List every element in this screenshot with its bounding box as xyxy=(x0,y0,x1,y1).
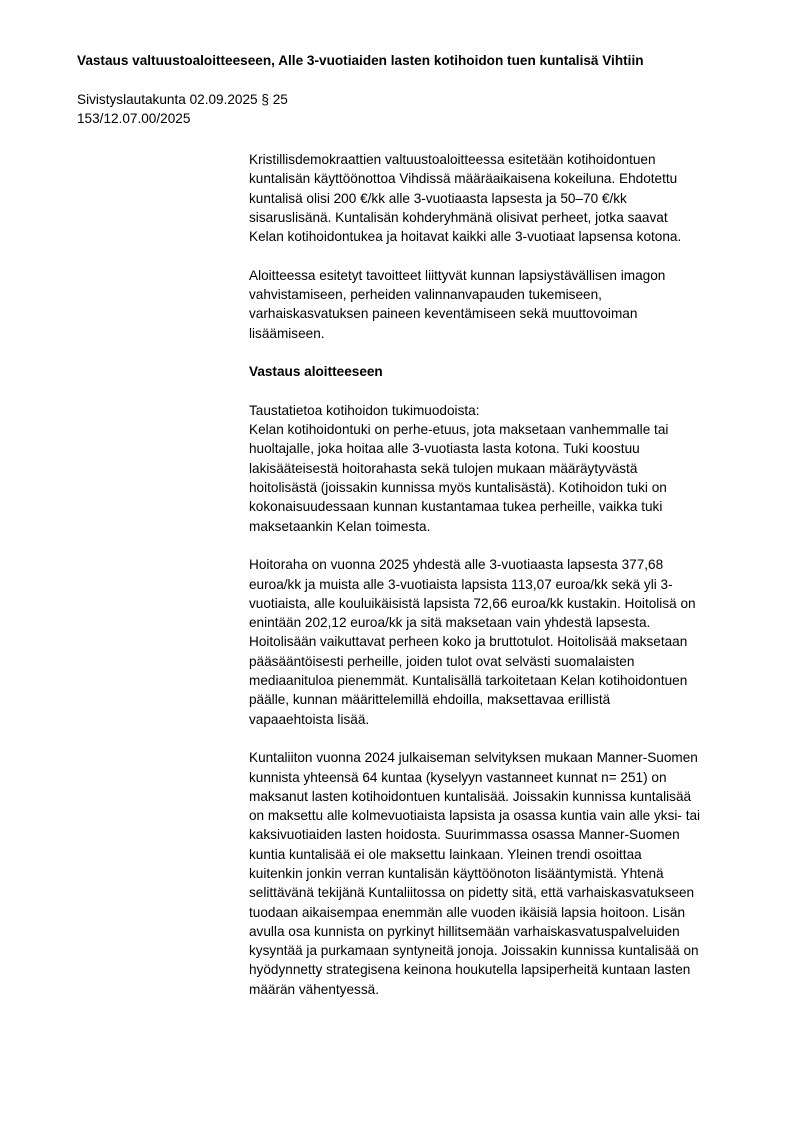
text-line: maksanut lasten kotihoidontuen kuntalisää. Joissakin kunnissa kuntalisää xyxy=(249,788,692,804)
paragraph-initiative-summary xyxy=(249,150,739,246)
text-line: Kelan kotihoidontuki on perhe-etuus, jota maksetaan vanhemmalle tai xyxy=(249,422,669,438)
paragraph-background xyxy=(249,401,739,536)
text-line: lisäämiseen. xyxy=(249,325,325,341)
text-line: vahvistamiseen, perheiden valinnanvapauden tukemiseen, xyxy=(249,287,602,303)
text-line: Aloitteessa esitetyt tavoitteet liittyvät kunnan lapsiystävällisen imagon xyxy=(249,267,666,283)
text-line: kuntalisä olisi 200 €/kk alle 3-vuotiaasta lapsesta ja 50–70 €/kk xyxy=(249,190,627,206)
record-number-line: 153/12.07.00/2025 xyxy=(77,111,191,126)
text-line: tuodaan aikaisempaa enemmän alle vuoden ikäisiä lapsia hoitoon. Lisän xyxy=(249,904,686,920)
text-line: Kuntaliiton vuonna 2024 julkaiseman selvityksen mukaan Manner-Suomen xyxy=(249,750,698,766)
text-line: avulla osa kunnista on pyrkinyt hillitsemään varhaiskasvatuspalveluiden xyxy=(249,923,680,939)
text-line: enintään 202,12 euroa/kk ja sitä maksetaan vain yhdestä lapsesta. xyxy=(249,615,651,631)
text-line: kaksivuotiaiden lasten hoidosta. Suurimmassa osassa Manner-Suomen xyxy=(249,827,680,843)
board-meeting-line: Sivistyslautakunta 02.09.2025 § 25 xyxy=(77,92,288,107)
text-line: päälle, kunnan määrittelemillä ehdoilla, maksettavaa erillistä xyxy=(249,692,611,708)
text-line: kysyntää ja purkamaan syntyneitä jonoja. Joissakin kunnissa kuntalisää on xyxy=(249,943,699,959)
text-line: Hoitoraha on vuonna 2025 yhdestä alle 3-vuotiaasta lapsesta 377,68 xyxy=(249,557,664,573)
text-line: varhaiskasvatuksen paineen keventämiseen sekä muuttovoiman xyxy=(249,306,638,322)
text-line: Kelan kotihoidontukea ja hoitavat kaikki alle 3-vuotiaat lapsensa kotona. xyxy=(249,229,682,245)
section-heading-text: Vastaus aloitteeseen xyxy=(249,364,383,380)
text-line: huoltajalle, joka hoitaa alle 3-vuotiasta lasta kotona. Tuki koostuu xyxy=(249,441,640,457)
text-line: pääsääntöisesti perheille, joiden tulot ovat selvästi suomalaisten xyxy=(249,653,635,669)
meeting-reference xyxy=(77,90,288,128)
text-line: sisaruslisänä. Kuntalisän kohderyhmänä olisivat perheet, jotka saavat xyxy=(249,209,668,225)
text-line: lakisääteisestä hoitorahasta sekä tulojen mukaan määräytyvästä xyxy=(249,460,638,476)
text-line: kuntalisän käyttöönottoa Vihdissä määräaikaisena kokeiluna. Ehdotettu xyxy=(249,171,678,187)
text-line: on maksettu alle kolmevuotiaista lapsista ja osassa kuntia vain alle yksi- tai xyxy=(249,808,701,824)
document-title: Vastaus valtuustoaloitteeseen, Alle 3-vuotiaiden lasten kotihoidon tuen kuntalisä Vihtiin xyxy=(77,53,644,68)
text-line: mediaanituloa pienemmät. Kuntalisällä tarkoitetaan Kelan kotihoidontuen xyxy=(249,673,688,689)
text-line: kuntia kuntalisää ei ole maksettu lainkaan. Yleinen trendi osoittaa xyxy=(249,846,642,862)
document-body xyxy=(249,150,739,999)
text-line: Taustatietoa kotihoidon tukimuodoista: xyxy=(249,402,480,418)
text-line: vuotiaista, alle kouluikäisistä lapsista 72,66 euroa/kk kustakin. Hoitolisä on xyxy=(249,595,696,611)
text-line: hoitolisästä (joissakin kunnissa myös kuntalisästä). Kotihoidon tuki on xyxy=(249,480,667,496)
paragraph-survey xyxy=(249,748,739,999)
text-line: selittävänä tekijänä Kuntaliitossa on pidetty sitä, että varhaiskasvatukseen xyxy=(249,885,695,901)
text-line: Hoitolisään vaikuttavat perheen koko ja bruttotulot. Hoitolisää maksetaan xyxy=(249,634,688,650)
text-line: määrän vähentyessä. xyxy=(249,981,379,997)
text-line: maksetaankin Kelan toimesta. xyxy=(249,518,431,534)
text-line: vapaaehtoista lisää. xyxy=(249,711,370,727)
text-line: kokonaisuudessaan kunnan kustantamaa tukea perheille, vaikka tuki xyxy=(249,499,663,515)
text-line: kuitenkin jonkin verran kuntalisän käyttöönoton lisääntymistä. Yhtenä xyxy=(249,865,664,881)
text-line: euroa/kk ja muista alle 3-vuotiaista lapsista 113,07 euroa/kk sekä yli 3- xyxy=(249,576,673,592)
text-line: Kristillisdemokraattien valtuustoaloitteessa esitetään kotihoidontuen xyxy=(249,152,656,167)
paragraph-amounts xyxy=(249,555,739,729)
paragraph-initiative-goals xyxy=(249,266,739,343)
text-line: kunnista yhteensä 64 kuntaa (kyselyyn vastanneet kunnat n= 251) on xyxy=(249,769,667,785)
text-line: hyödynnetty strategisena keinona houkutella lapsiperheitä kuntaan lasten xyxy=(249,962,691,978)
section-heading xyxy=(249,362,739,381)
